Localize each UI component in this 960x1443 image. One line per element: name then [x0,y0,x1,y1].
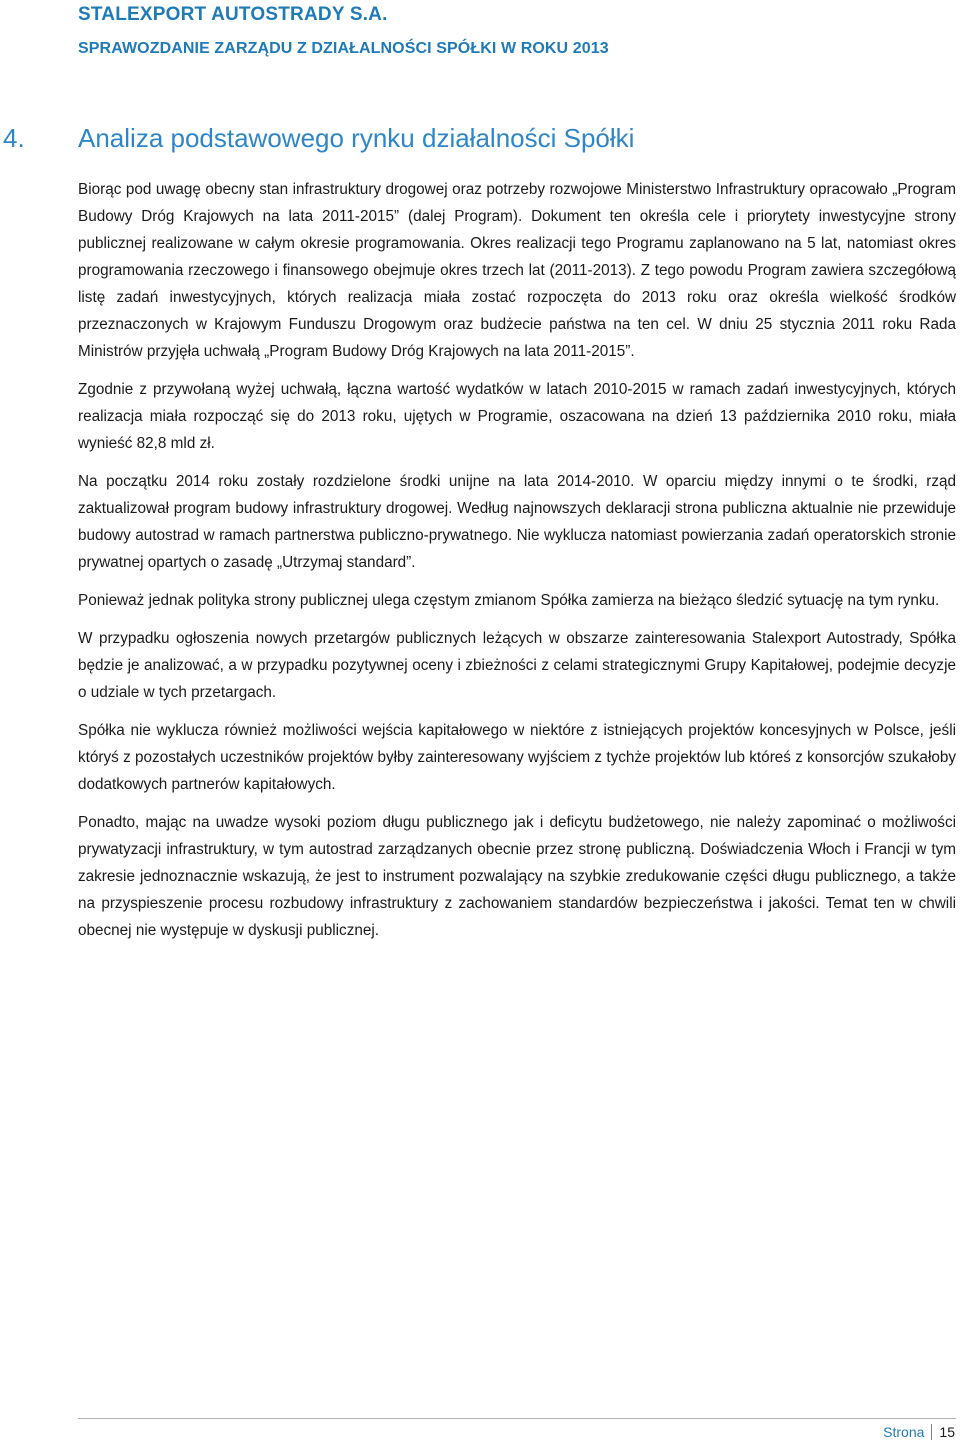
report-title: SPRAWOZDANIE ZARZĄDU Z DZIAŁALNOŚCI SPÓŁKI W ROKU 2013 [78,40,609,57]
paragraph: Ponieważ jednak polityka strony publicznej ulega częstym zmianom Spółka zamierza na bieżąco śledzić sytuację na tym rynku. [78,592,940,609]
paragraph: Ponadto, mając na uwadze wysoki poziom długu publicznego jak i deficytu budżetowego, nie należy zapominać o możliwości prywatyzacji infrastruktury, w tym autostrad zarządzanych obecnie przez stronę publiczną. Doświadczenia Włoch i Francji w tym zakresie jednoznacznie wskazują, że jest to instrument pozwalający na szybkie zredukowanie części długu publicznego, a także na przyspieszenie procesu rozbudowy infrastruktury z zachowaniem standardów bezpieczeństwa i jakości. Temat ten w chwili obecnej nie występuje w dyskusji publicznej. [78,814,956,939]
paragraph: W przypadku ogłoszenia nowych przetargów publicznych leżących w obszarze zainteresowania Stalexport Autostrady, Spółka będzie je analizować, a w przypadku pozytywnej oceny i zbieżności z celami strategicznymi Grupy Kapitałowej, podejmie decyzje o udziale w tych przetargach. [78,630,956,701]
section-number: 4. [3,123,25,153]
paragraph: Spółka nie wyklucza również możliwości wejścia kapitałowego w niektóre z istniejących projektów koncesyjnych w Polsce, jeśli któryś z pozostałych uczestników projektów byłby zainteresowany wyjściem z tychże projektów lub któreś z konsorcjów szukałoby dodatkowych partnerów kapitałowych. [78,722,956,793]
paragraph: Biorąc pod uwagę obecny stan infrastruktury drogowej oraz potrzeby rozwojowe Ministerstwo Infrastruktury opracowało „Program Budowy Dróg Krajowych na lata 2011-2015” (dalej Program). Dokument ten określa cele i priorytety inwestycyjne strony publicznej realizowane w całym okresie programowania. Okres realizacji tego Programu zaplanowano na 5 lat, natomiast okres programowania rzeczowego i finansowego obejmuje okres trzech lat (2011-2013). Z tego powodu Program zawiera szczegółową listę zadań inwestycyjnych, których realizacja miała zostać rozpoczęta do 2013 roku oraz określa wielkość środków przeznaczonych w Krajowym Funduszu Drogowym oraz budżecie państwa na ten cel. W dniu 25 stycznia 2011 roku Rada Ministrów przyjęła uchwałą „Program Budowy Dróg Krajowych na lata 2011-2015”. [78,181,956,360]
paragraph: Na początku 2014 roku zostały rozdzielone środki unijne na lata 2014-2010. W oparciu między innymi o te środki, rząd zaktualizował program budowy infrastruktury drogowej. Według najnowszych deklaracji strona publiczna aktualnie nie przewiduje budowy autostrad w ramach partnerstwa publiczno-prywatnego. Nie wyklucza natomiast powierzania zadań operatorskich stronie prywatnej opartych o zasadę „Utrzymaj standard”. [78,473,956,571]
page-header [78,4,609,59]
section-title: Analiza podstawowego rynku działalności Spółki [78,123,635,153]
footer-divider [78,1418,956,1419]
company-name: STALEXPORT AUTOSTRADY S.A. [78,4,388,25]
page-footer [883,1424,955,1440]
paragraph: Zgodnie z przywołaną wyżej uchwałą, łączna wartość wydatków w latach 2010-2015 w ramach zadań inwestycyjnych, których realizacja miała rozpocząć się do 2013 roku, ujętych w Programie, oszacowana na dzień 13 października 2010 roku, miała wynieść 82,8 mld zł. [78,381,956,452]
page-number: 15 [939,1424,955,1440]
page-label: Strona [883,1424,925,1440]
document-body [78,176,956,955]
footer-separator [931,1424,932,1440]
